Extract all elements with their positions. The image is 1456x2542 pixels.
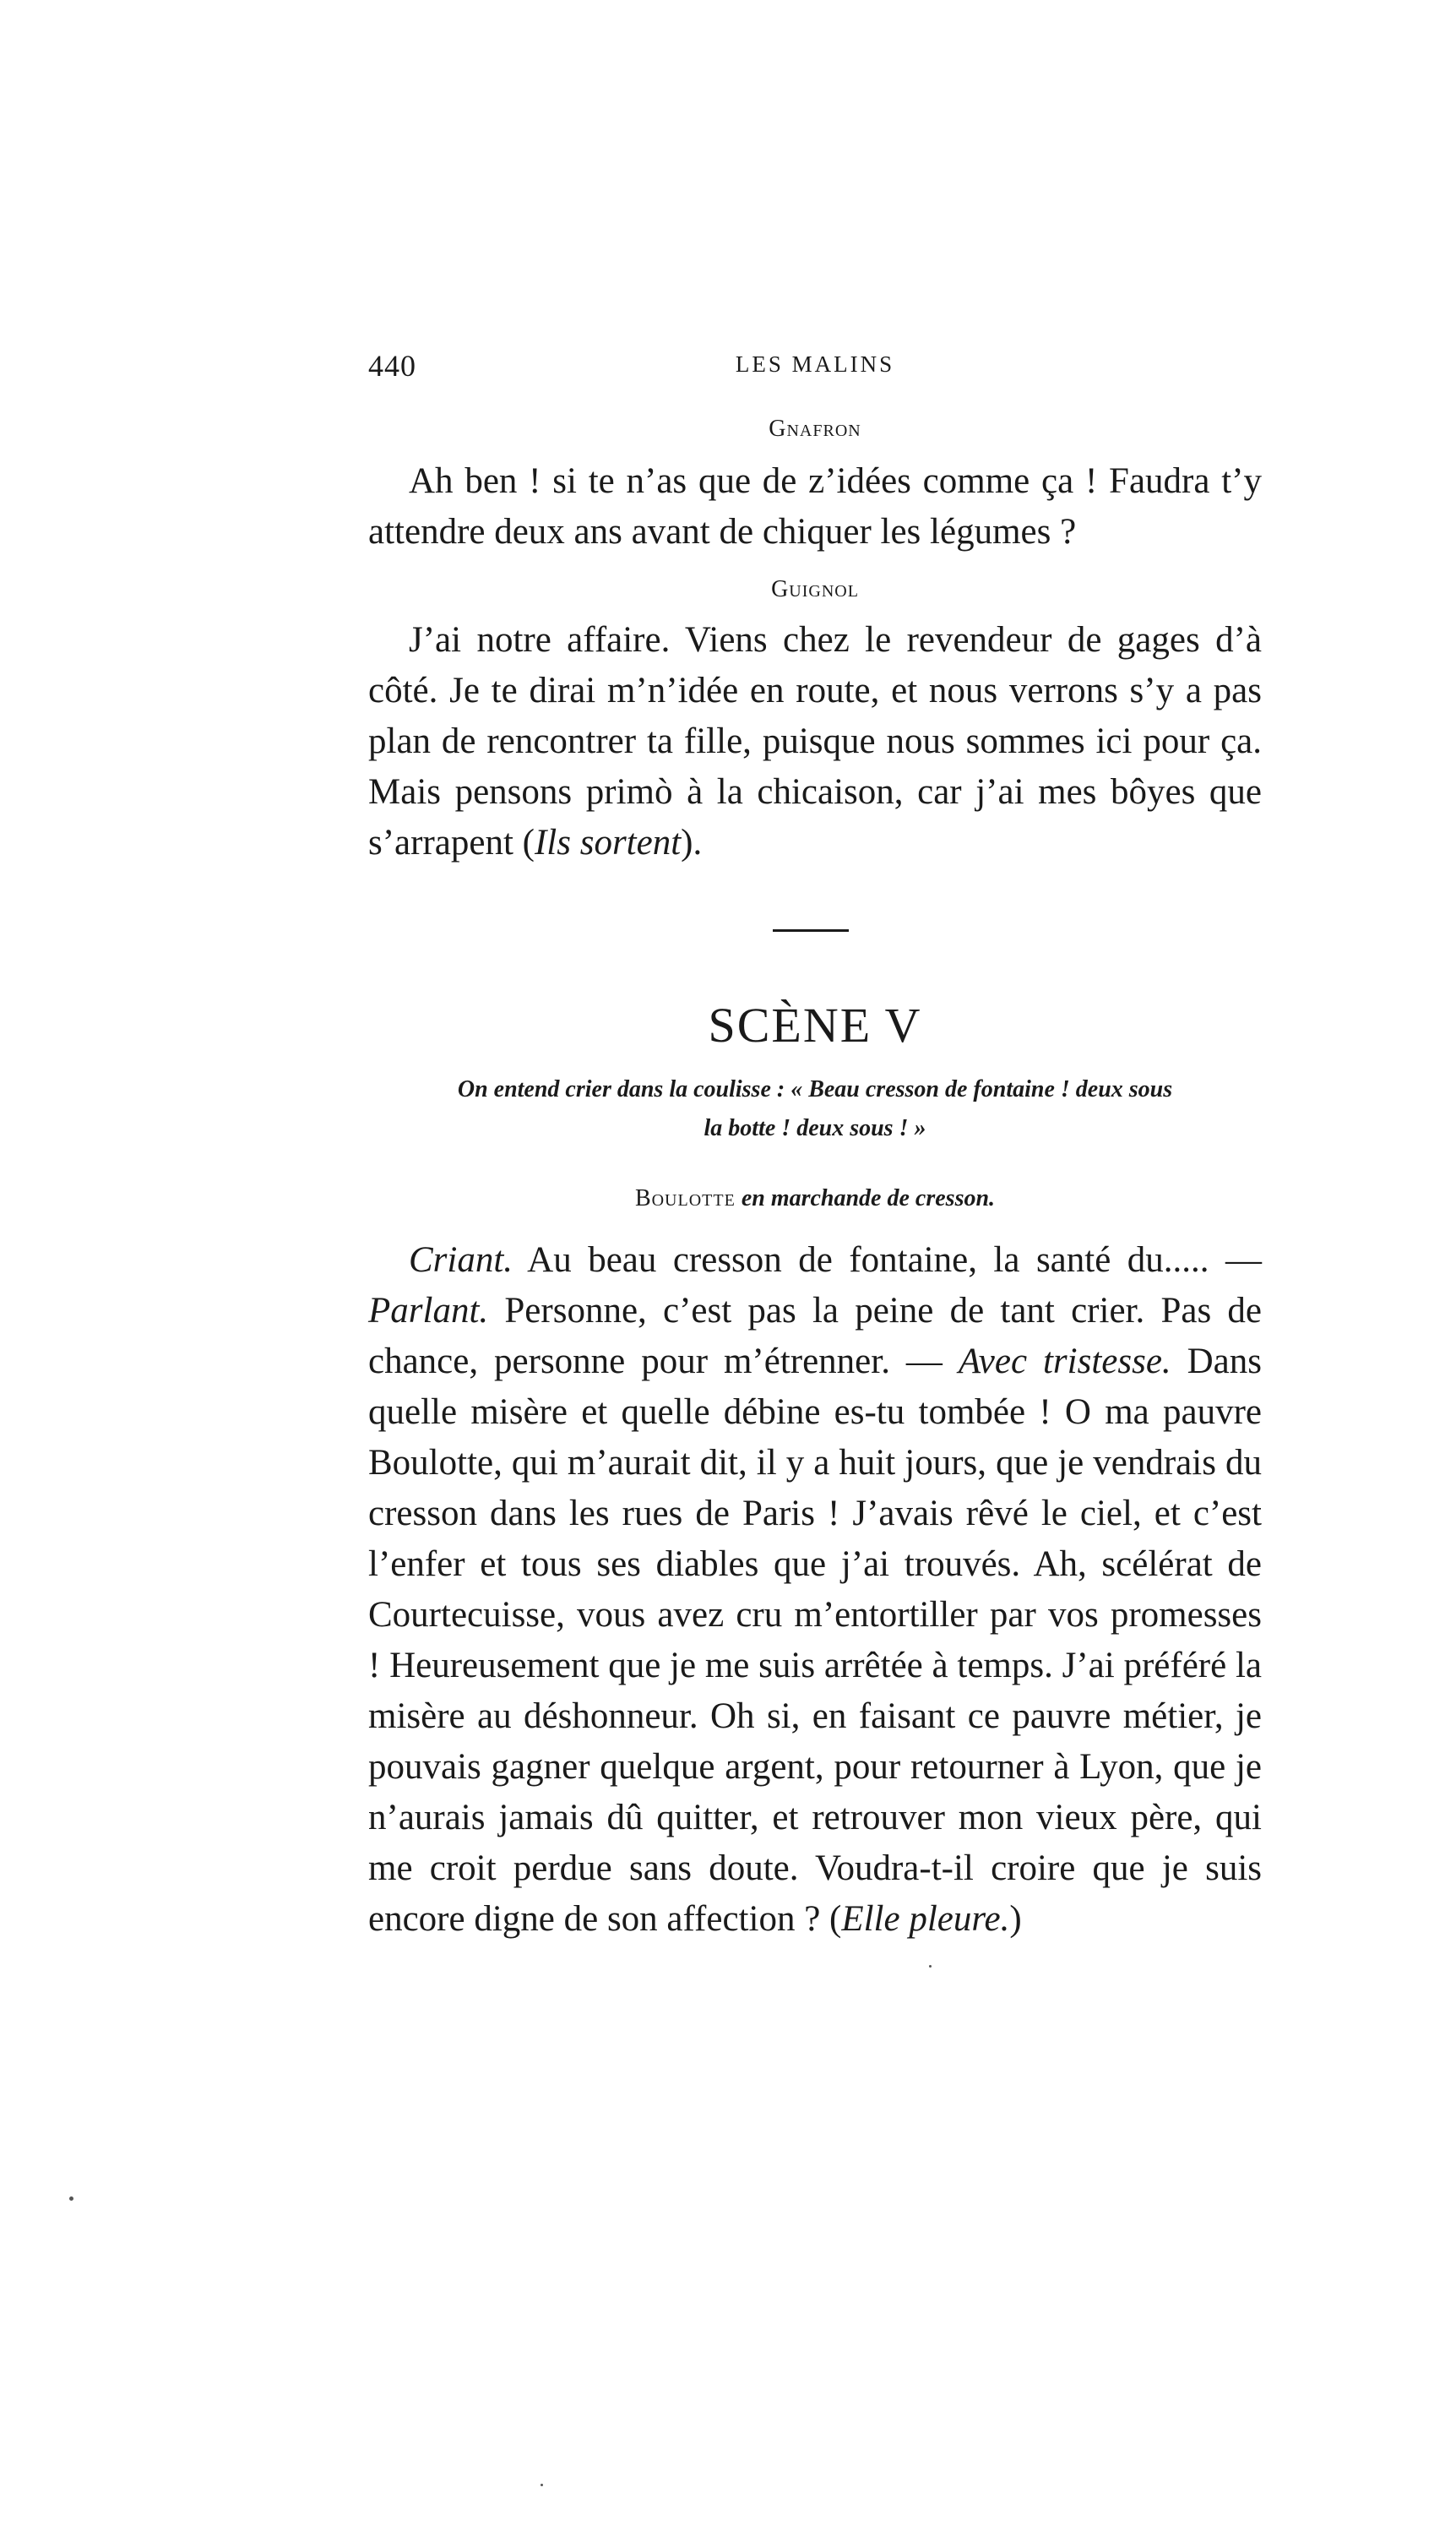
dialogue-guignol-text-before: J’ai notre affaire. Viens chez le revendeur de gages d’à côté. Je te dirai m’n’idée en route, et nous verrons s’y a pas plan de rencontrer ta fille, puisque nous sommes ici pour ça. Mais pensons primò à la chicaison, car j’ai mes bôyes que s’arrapent ( — [368, 620, 1262, 863]
dialogue-guignol-text — [368, 615, 1262, 868]
stage-direction-criant: Criant. — [409, 1240, 513, 1280]
stage-direction-parlant: Parlant. — [368, 1291, 489, 1331]
scene-title: SCÈNE V — [708, 998, 922, 1053]
scene-stage-direction — [368, 1070, 1262, 1148]
stage-direction-ils-sortent: Ils sortent — [534, 823, 682, 863]
scan-speck — [929, 1965, 932, 1968]
scan-speck — [541, 2484, 543, 2486]
dialogue-guignol-text-after: ). — [681, 823, 703, 863]
stage-direction-elle-pleure: Elle pleure. — [841, 1899, 1010, 1939]
stage-direction-avec-tristesse: Avec tristesse. — [958, 1342, 1171, 1381]
dialogue-gnafron-text: Ah ben ! si te n’as que de z’idées comme ça ! Faudra t’y attendre deux ans avant de chiquer les légumes ? — [368, 461, 1262, 552]
character-name: Boulotte — [634, 1185, 736, 1211]
monologue-part-3: Dans quelle misère et quelle débine es-tu tombée ! O ma pauvre Boulotte, qui m’aurait dit, il y a huit jours, que je vendrais du cresson dans les rues de Paris ! J’avais rêvé le ciel, et c’est l’enfer et tous ses diables que j’ai trouvés. Ah, scélérat de Courtecuisse, vous avez cru m’entortiller par vos promesses ! Heureusement que je me suis arrêtée à temps. J’ai préféré la misère au déshonneur. Oh si, en faisant ce pauvre métier, je pouvais gagner quelque argent, pour retourner à Lyon, que je n’aurais jamais dû quitter, et retrouver mon vieux père, qui me croit perdue sans doute. Voudra-t-il croire que je suis encore digne de son affection ? ( — [368, 1342, 1262, 1939]
stage-direction-line-2: la botte ! deux sous ! » — [704, 1115, 926, 1141]
speaker-guignol: Guignol — [771, 576, 859, 602]
speaker-gnafron: Gnafron — [769, 416, 861, 442]
page-number: 440 — [368, 349, 416, 383]
monologue-boulotte — [368, 1235, 1262, 1945]
running-title: LES MALINS — [735, 351, 895, 377]
stage-direction-line-1: On entend crier dans la coulisse : « Beau cresson de fontaine ! deux sous — [457, 1076, 1173, 1102]
scan-speck — [69, 2196, 73, 2201]
character-heading — [368, 1185, 1262, 1212]
monologue-part-1: Au beau cresson de fontaine, la santé du..... — — [513, 1240, 1262, 1280]
running-head — [368, 348, 1262, 382]
monologue-text — [368, 1235, 1262, 1945]
dialogue-guignol — [368, 615, 1262, 868]
monologue-part-4: ) — [1009, 1899, 1022, 1939]
character-description: en marchande de cresson. — [741, 1185, 996, 1211]
section-divider — [773, 929, 849, 932]
dialogue-gnafron — [368, 456, 1262, 558]
monologue-part-2: Personne, c’est pas la peine de tant crier. Pas de chance, personne pour m’étrenner. — — [368, 1291, 1262, 1381]
